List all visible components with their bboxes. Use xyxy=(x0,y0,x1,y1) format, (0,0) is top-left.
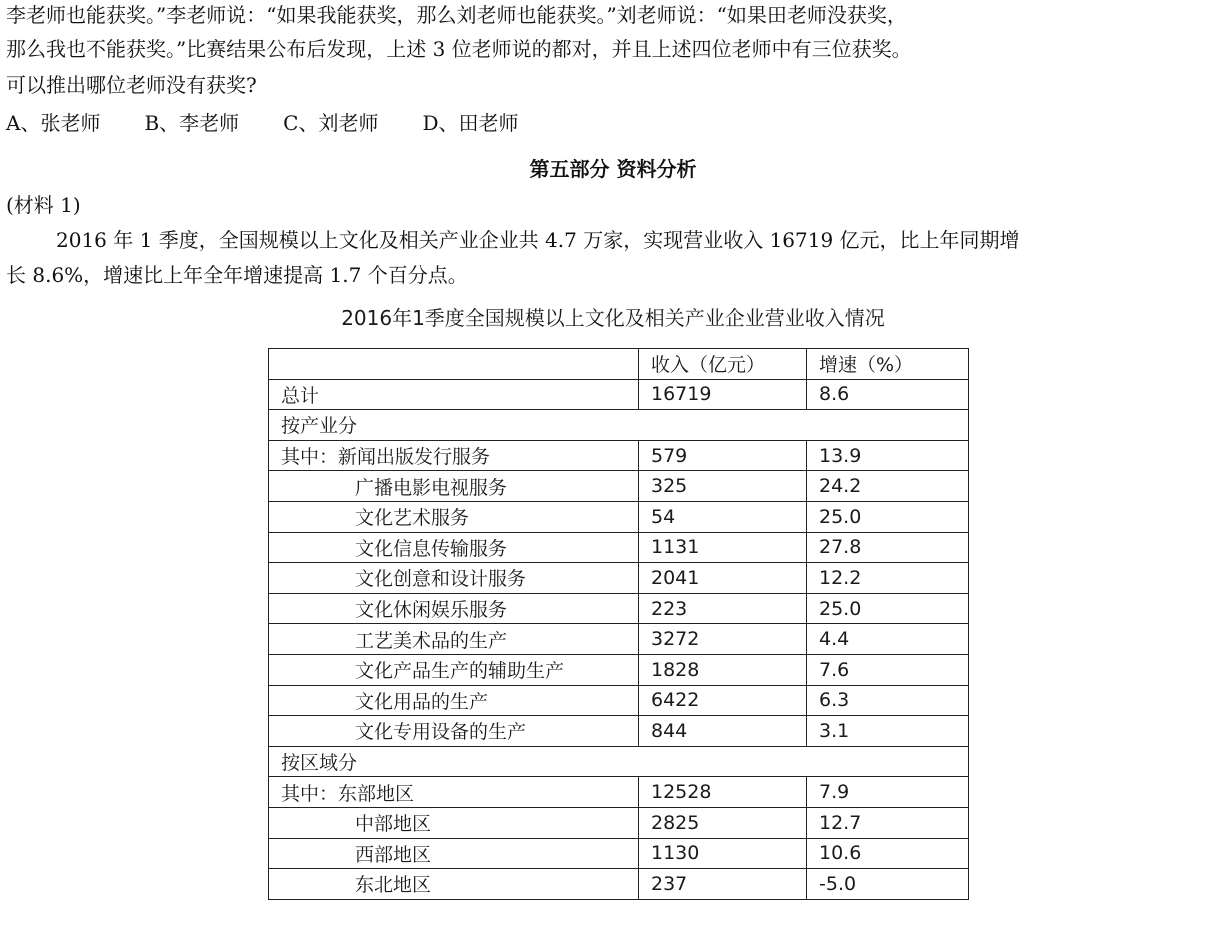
row-label: 总计 xyxy=(269,379,639,410)
growth-cell: 12.7 xyxy=(807,807,969,838)
growth-cell: 7.6 xyxy=(807,654,969,685)
table-row xyxy=(269,654,969,685)
growth-cell: 4.4 xyxy=(807,624,969,655)
table-row xyxy=(269,838,969,869)
header-cell-revenue: 收入（亿元） xyxy=(639,349,807,380)
option-b: B、李老师 xyxy=(144,111,240,135)
table-row xyxy=(269,440,969,471)
revenue-cell: 1828 xyxy=(639,654,807,685)
revenue-cell: 844 xyxy=(639,716,807,747)
growth-cell: 6.3 xyxy=(807,685,969,716)
growth-cell: 27.8 xyxy=(807,532,969,563)
table-row xyxy=(269,563,969,594)
row-label: 其中：东部地区 xyxy=(269,777,639,808)
row-label: 文化艺术服务 xyxy=(269,501,639,532)
material-paragraph-line-1: 2016 年 1 季度，全国规模以上文化及相关产业企业共 4.7 万家，实现营业收入 16719 亿元，比上年同期增 xyxy=(56,228,1020,252)
material-label: (材料 1) xyxy=(6,193,81,217)
growth-cell: 13.9 xyxy=(807,440,969,471)
option-d: D、田老师 xyxy=(422,111,519,135)
growth-cell: 25.0 xyxy=(807,501,969,532)
growth-cell: 10.6 xyxy=(807,838,969,869)
row-label: 工艺美术品的生产 xyxy=(269,624,639,655)
revenue-cell: 54 xyxy=(639,501,807,532)
table-row xyxy=(269,593,969,624)
revenue-cell: 1130 xyxy=(639,838,807,869)
revenue-cell: 2825 xyxy=(639,807,807,838)
table-row xyxy=(269,807,969,838)
question-text-line-1: 李老师也能获奖。”李老师说：“如果我能获奖，那么刘老师也能获奖。”刘老师说：“如果田老师没获奖， xyxy=(6,3,907,27)
revenue-cell: 12528 xyxy=(639,777,807,808)
table-title: 2016年1季度全国规模以上文化及相关产业企业营业收入情况 xyxy=(341,306,885,330)
option-c: C、刘老师 xyxy=(283,111,379,135)
revenue-cell: 6422 xyxy=(639,685,807,716)
growth-cell: 3.1 xyxy=(807,716,969,747)
row-label: 文化用品的生产 xyxy=(269,685,639,716)
group-label: 按产业分 xyxy=(269,410,969,441)
table-group-row xyxy=(269,410,969,441)
question-prompt: 可以推出哪位老师没有获奖? xyxy=(6,73,257,97)
revenue-cell: 2041 xyxy=(639,563,807,594)
table-header-row xyxy=(269,349,969,380)
table-row xyxy=(269,624,969,655)
table-group-row xyxy=(269,746,969,777)
row-label: 文化创意和设计服务 xyxy=(269,563,639,594)
revenue-cell: 1131 xyxy=(639,532,807,563)
revenue-cell: 579 xyxy=(639,440,807,471)
row-label: 东北地区 xyxy=(269,869,639,900)
revenue-cell: 3272 xyxy=(639,624,807,655)
section-title: 第五部分 资料分析 xyxy=(529,157,697,181)
revenue-table xyxy=(268,348,969,900)
growth-cell: 12.2 xyxy=(807,563,969,594)
revenue-cell: 223 xyxy=(639,593,807,624)
material-paragraph-line-2: 长 8.6%，增速比上年全年增速提高 1.7 个百分点。 xyxy=(6,263,468,287)
revenue-cell: 325 xyxy=(639,471,807,502)
growth-cell: 24.2 xyxy=(807,471,969,502)
row-label: 中部地区 xyxy=(269,807,639,838)
growth-cell: -5.0 xyxy=(807,869,969,900)
group-label: 按区域分 xyxy=(269,746,969,777)
table-row xyxy=(269,685,969,716)
answer-options xyxy=(6,110,563,136)
revenue-cell: 237 xyxy=(639,869,807,900)
table-row xyxy=(269,869,969,900)
header-cell-growth: 增速（%） xyxy=(807,349,969,380)
growth-cell: 8.6 xyxy=(807,379,969,410)
table-row xyxy=(269,777,969,808)
option-a: A、张老师 xyxy=(6,111,101,135)
table-row xyxy=(269,716,969,747)
question-text-line-2: 那么我也不能获奖。”比赛结果公布后发现，上述 3 位老师说的都对，并且上述四位老师中有三位获奖。 xyxy=(6,37,912,61)
row-label: 文化信息传输服务 xyxy=(269,532,639,563)
row-label: 广播电影电视服务 xyxy=(269,471,639,502)
row-label: 西部地区 xyxy=(269,838,639,869)
table-row xyxy=(269,379,969,410)
revenue-cell: 16719 xyxy=(639,379,807,410)
row-label: 文化休闲娱乐服务 xyxy=(269,593,639,624)
row-label: 文化专用设备的生产 xyxy=(269,716,639,747)
table-row xyxy=(269,532,969,563)
table-row xyxy=(269,471,969,502)
row-label: 其中：新闻出版发行服务 xyxy=(269,440,639,471)
growth-cell: 7.9 xyxy=(807,777,969,808)
growth-cell: 25.0 xyxy=(807,593,969,624)
row-label: 文化产品生产的辅助生产 xyxy=(269,654,639,685)
header-cell-item xyxy=(269,349,639,380)
table-row xyxy=(269,501,969,532)
